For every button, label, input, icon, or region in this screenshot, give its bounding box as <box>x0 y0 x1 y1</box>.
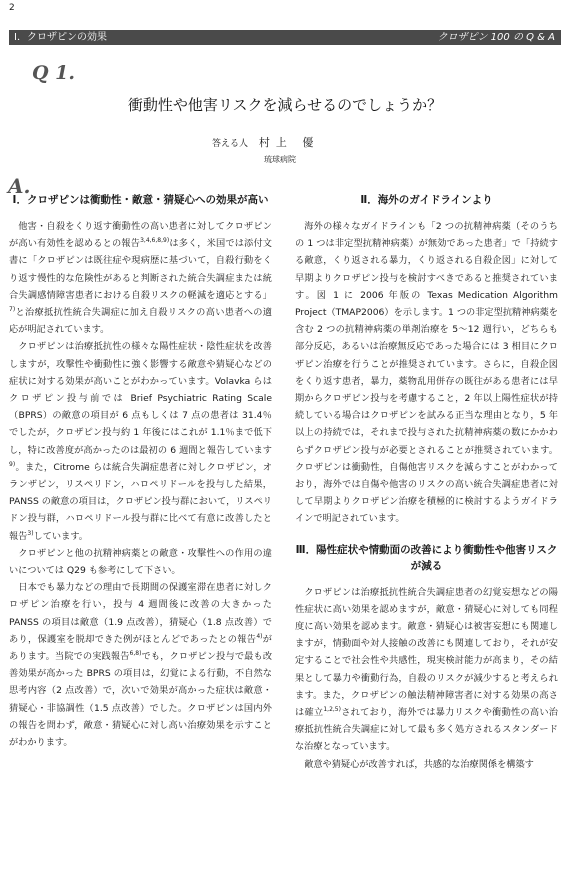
section-2-title: Ⅱ．海外のガイドラインより <box>360 194 493 206</box>
citation-marker: 6,8) <box>129 650 142 658</box>
body-paragraph: クロザピンは治療抵抗性の様々な陽性症状・陰性症状を改善しますが，攻撃性や衝動性に強く影響する敵意や猜疑心などの症状に対する効果が高いことがわかっています。Volavka らはクロザピン投与前では Brief Psychiatric Rating Scale（BPRS）の敵意の項目が 6 点もしくは 7 点の患者は 31.4％でしたが，クロザピン投与約 1 年後にはこれが 1.1％まで低下し，特に改善度が高かったのは最初の 6 週間と報告しています$^{9)}$。また，Citrome らは統合失調症患者に対しクロザピン，オランザピン，リスペリドン，ハロペリドールを投与した結果，PANSS の敵意の項目は，クロザピン投与群において，リスペリドン投与群，ハロペリドール投与群に比べて有意に改善したと報告$^{3)}$しています。 <box>9 341 272 542</box>
header-section: I．クロザピンの効果 <box>14 32 107 43</box>
body-paragraph: 海外の様々なガイドラインも「2 つの抗精神病薬（そのうちの 1 つは非定型抗精神病薬）が無効であった患者」で「持続する敵意，くり返される暴力，くり返される自殺企図」に対して早期よりクロザピン投与を検討すべきであると推奨されています。図 1 に 2006 年版の Texas Medication Algorithm Project（TMAP2006）を示します。1 つの非定型抗精神病薬を含む 2 つの抗精神病薬の単剤治療を 5～12 週行い，どちらも部分反応，あるいは治療無反応であった場合には 3 相目にクロザピン治療を行うことが推奨されています。さらに，自殺企図をくり返す患者，暴力，薬物乱用併存の既往がある患者には早期からクロザピン投与を考慮すること，2 年以上陽性症状が持続している場合はクロザピンを試みる正当な理由となり，5 年以上の持続では，それまで投与された抗精神病薬の数にかかわらずクロザピン投与が必要とされることが推奨されています。クロザピンは衝動性，自傷他害リスクを減らすことがわかっており，海外では自傷や他害のリスクの高い統合失調症患者に対して早期よりクロザピン治療を積極的に検討するようガイドラインで明記されています。 <box>295 221 558 525</box>
author-label: 答える人 <box>212 139 249 149</box>
body-paragraph: クロザピンと他の抗精神病薬との敵意・攻撃性への作用の違いについては Q29 も参考にして下さい。 <box>9 547 272 577</box>
body-paragraph: 日本でも暴力などの理由で長期間の保護室滞在患者に対しクロザピン治療を行い，投与 4 週間後に改善の大きかった PANSS の項目は敵意（1.9 点改善），猜疑心（1.8 点改善）であり，保護室を脱却できた例がほとんどであったとの報告$^{4)}$があります。当院での実践報告$^{6,8)}$でも，クロザピン投与で最も改善効果が高かった BPRS の項目は，幻覚による行動，不自然な思考内容（2 点改善）で，次いで効果が高かった症状は敵意・猜疑心・非協調性（1.5 点改善）でした。クロザピンは国内外の報告を問わず，敵意・猜疑心に対し高い治療効果を示すことがわかります。 <box>9 582 273 749</box>
body-paragraph: 敵意や猜疑心が改善すれば，共感的な治療関係を構築す <box>304 758 534 770</box>
citation-marker: 3) <box>27 529 34 537</box>
answer-label: A. <box>8 174 31 198</box>
left-paragraphs <box>9 218 272 751</box>
left-column <box>9 192 272 751</box>
citation-marker: 4) <box>256 632 263 640</box>
citation-marker: 9) <box>9 460 16 468</box>
question-number: Q 1. <box>32 62 76 84</box>
right-column <box>295 192 558 773</box>
citation-marker: 1,2,5) <box>323 706 341 714</box>
section-3-paragraphs <box>295 584 558 773</box>
section-2-paragraphs <box>295 218 558 528</box>
running-header <box>9 30 561 45</box>
section-3-title: Ⅲ．陽性症状や情動面の改善により衝動性や他害リスクが減る <box>295 543 558 572</box>
author-line <box>212 134 319 150</box>
question-title: 衝動性や他害リスクを減らせるのでしょうか？ <box>127 96 443 114</box>
page-number: 2 <box>9 3 15 13</box>
citation-marker: 7) <box>9 305 16 313</box>
header-series: クロザピン 100 の Q & A <box>437 32 555 43</box>
body-paragraph: クロザピンは治療抵抗性統合失調症患者の幻覚妄想などの陽性症状に高い効果を認めますが，敵意・猜疑心に対しても同程度に高い効果を認めます。敵意・猜疑心は被害妄想にも関連しますが，情動面や対人接触の改善にも関連しており，それが安定することで社会性や共感性，現実検討能力が高まり，その結果として暴力や衝動行為，自殺のリスクが減少すると考えられます。また，クロザピンの触法精神障害者に対する効果の高さは確立$^{1,2,5)}$されており，海外では暴力リスクや衝動性の高い治療抵抗性統合失調症に対して最も多く処方されるスタンダードな治療となっています。 <box>295 586 558 753</box>
section-1-title: Ⅰ．クロザピンは衝動性・敵意・猜疑心への効果が高い <box>12 194 269 206</box>
citation-marker: 3,4,6,8,9) <box>140 237 170 245</box>
author-name: 村上 優 <box>258 136 320 149</box>
body-paragraph: 他害・自殺をくり返す衝動性の高い患者に対してクロザピンが高い有効性を認めるとの報告$^{3,4,6,8,9)}$は多く，米国では添付文書に「クロザピンは既往症や現病歴に基づいて，自殺行動をくり返す慢性的な危険性があると判断された統合失調症または統合失調感情障害患者における自殺リスクの軽減を適応とする」$^{7)}$と治療抵抗性統合失調症に加え自殺リスクの高い患者への適応が明記されています。 <box>9 221 272 336</box>
author-affiliation: 琉球病院 <box>264 155 296 164</box>
